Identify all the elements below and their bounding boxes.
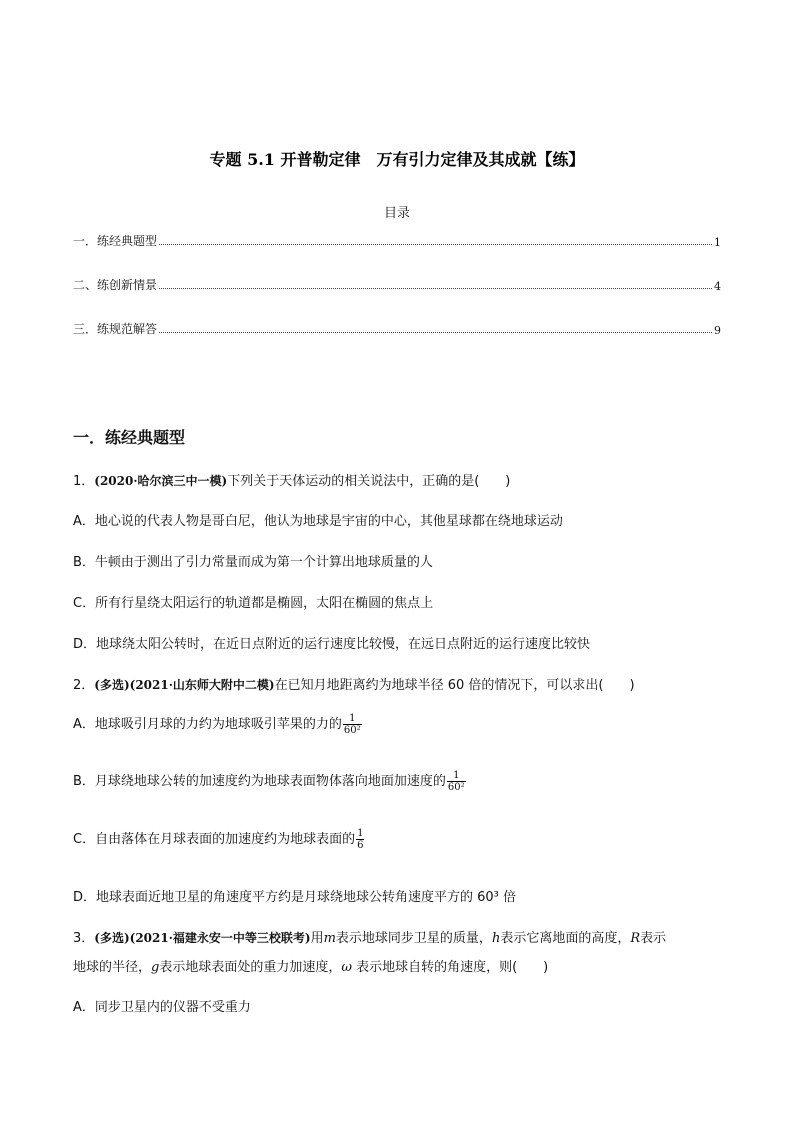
toc-item-page: 9 bbox=[714, 324, 721, 337]
question-stem: 表示地球表面处的重力加速度， bbox=[159, 960, 342, 975]
fraction-numerator: 1 bbox=[447, 770, 466, 782]
question-stem: 用 bbox=[310, 931, 324, 946]
question-source: (多选)(2021·福建永安一中等三校联考) bbox=[94, 931, 311, 945]
q1-option-c: C．所有行星绕太阳运行的轨道都是椭圆，太阳在椭圆的焦点上 bbox=[73, 596, 434, 611]
toc-item-3[interactable] bbox=[73, 321, 721, 337]
toc-item-2[interactable] bbox=[73, 277, 721, 293]
q2-option-c bbox=[73, 828, 364, 851]
toc-item-label: 二、练创新情景 bbox=[73, 278, 158, 292]
question-2 bbox=[73, 674, 635, 693]
question-1 bbox=[73, 470, 510, 489]
toc-item-label: 一．练经典题型 bbox=[73, 234, 158, 248]
symbol-h: h bbox=[491, 931, 501, 946]
option-text: C．自由落体在月球表面的加速度约为地球表面的 bbox=[73, 832, 356, 847]
toc-heading: 目录 bbox=[383, 206, 410, 221]
question-number: 3． bbox=[73, 931, 95, 946]
q3-option-a: A．同步卫星内的仪器不受重力 bbox=[73, 1000, 251, 1015]
q2-option-b bbox=[73, 770, 466, 793]
fraction bbox=[356, 828, 364, 851]
option-text: A．地球吸引月球的力约为地球吸引苹果的力的 bbox=[73, 717, 342, 732]
fraction-denominator: 60² bbox=[343, 725, 361, 736]
q2-option-d: D．地球表面近地卫星的角速度平方约是月球绕地球公转角速度平方的 60³ 倍 bbox=[73, 890, 517, 905]
page-title: 专题 5.1 开普勒定律 万有引力定律及其成就【练】 bbox=[209, 150, 585, 169]
q2-option-a bbox=[73, 713, 362, 736]
toc-leader-dots bbox=[159, 243, 712, 245]
question-stem: 表示地球同步卫星的质量， bbox=[335, 931, 492, 946]
fraction-numerator: 1 bbox=[343, 713, 362, 725]
q1-option-d: D．地球绕太阳公转时，在近日点附近的运行速度比较慢，在远日点附近的运行速度比较快 bbox=[73, 637, 591, 652]
option-text: B．月球绕地球公转的加速度约为地球表面物体落向地面加速度的 bbox=[73, 774, 446, 789]
question-number: 1． bbox=[73, 474, 95, 489]
question-stem: 在已知月地距离约为地球半径 60 倍的情况下，可以求出( ) bbox=[274, 678, 635, 693]
fraction-numerator: 1 bbox=[357, 828, 364, 839]
fraction bbox=[343, 713, 362, 736]
toc-item-1[interactable] bbox=[73, 233, 721, 249]
question-3 bbox=[73, 927, 666, 946]
question-stem: 地球的半径， bbox=[73, 960, 152, 975]
q1-option-b: B．牛顿由于测出了引力常量而成为第一个计算出地球质量的人 bbox=[73, 555, 433, 570]
symbol-m: m bbox=[323, 931, 336, 946]
toc-leader-dots bbox=[159, 331, 712, 333]
q1-option-a: A．地心说的代表人物是哥白尼，他认为地球是宇宙的中心，其他星球都在绕地球运动 bbox=[73, 514, 563, 529]
toc-item-page: 4 bbox=[714, 280, 721, 293]
fraction bbox=[447, 770, 466, 793]
question-stem: 表示地球自转的角速度，则( ) bbox=[351, 960, 549, 975]
symbol-g: g bbox=[151, 960, 160, 975]
question-source: (2020·哈尔滨三中一模) bbox=[94, 474, 228, 488]
section-heading: 一．练经典题型 bbox=[73, 428, 186, 447]
question-stem: 表示它离地面的高度， bbox=[500, 931, 631, 946]
fraction-denominator: 60² bbox=[447, 782, 465, 793]
question-3-line-2 bbox=[73, 956, 548, 975]
question-stem: 下列关于天体运动的相关说法中，正确的是( ) bbox=[227, 474, 511, 489]
symbol-R: R bbox=[630, 931, 641, 946]
fraction-denominator: 6 bbox=[357, 840, 364, 851]
question-source: (多选)(2021·山东师大附中二模) bbox=[94, 678, 275, 692]
question-stem: 表示 bbox=[640, 931, 667, 946]
toc-item-page: 1 bbox=[714, 236, 721, 249]
toc-leader-dots bbox=[159, 287, 712, 289]
question-number: 2． bbox=[73, 678, 95, 693]
toc-item-label: 三．练规范解答 bbox=[73, 322, 158, 336]
symbol-omega: ω bbox=[341, 960, 352, 975]
